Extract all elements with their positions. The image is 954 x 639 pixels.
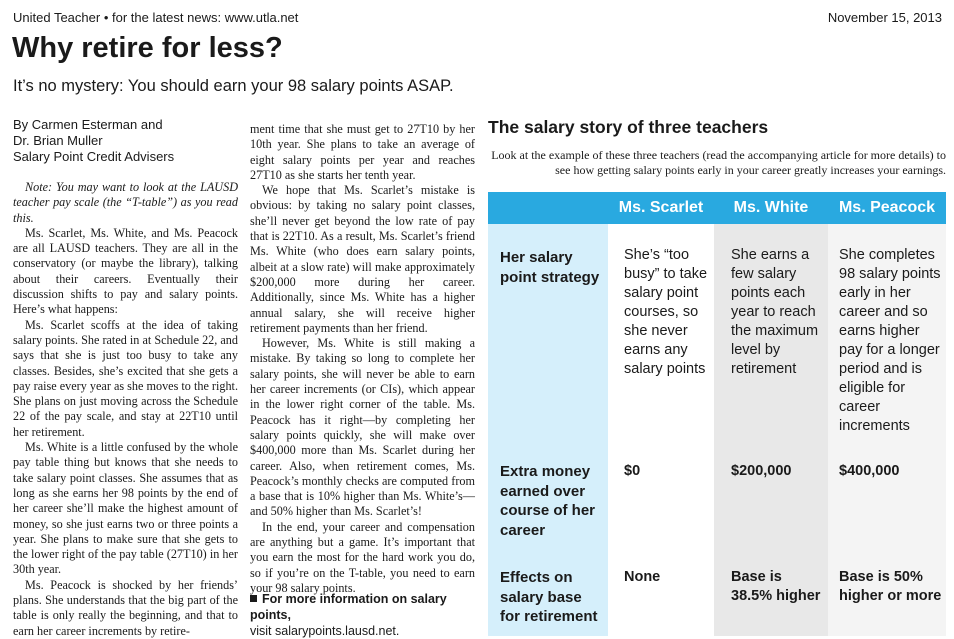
cell-white-money: $200,000 xyxy=(731,463,792,479)
cell-scarlet-strategy: She’s “too busy” to take salary point courses, so she never earns any salary points xyxy=(624,247,708,377)
article-column-1 xyxy=(13,180,238,639)
comparison-table xyxy=(488,192,946,636)
byline xyxy=(13,117,238,165)
editor-note: Note: You may want to look at the LAUSD teacher pay scale (the “T-table”) as you read this. xyxy=(13,180,238,225)
cell-peacock-retirement: Base is 50% higher or more xyxy=(839,569,942,604)
cell-scarlet-money: $0 xyxy=(624,463,641,479)
more-info xyxy=(250,591,478,639)
article-paragraph: Ms. Scarlet, Ms. White, and Ms. Peacock are all LAUSD teachers. They are all in the conservatory (or maybe the library), talking about their careers. Eventually their discussion shifts to pay and salary points. Here’s what happens: xyxy=(13,225,238,317)
byline-line: Salary Point Credit Advisers xyxy=(13,149,175,164)
column-header-peacock: Ms. Peacock xyxy=(828,192,946,224)
byline-line: By Carmen Esterman and xyxy=(13,117,163,132)
sidebar-title: The salary story of three teachers xyxy=(488,117,769,137)
row-label-retirement: Effects on salary base for retirement xyxy=(500,569,598,625)
more-info-link[interactable]: visit salarypoints.lausd.net. xyxy=(250,624,400,638)
more-info-lead: For more information on salary points, xyxy=(250,592,447,622)
article-paragraph: Ms. Scarlet scoffs at the idea of taking salary points. She rated in at Schedule 22, and says that she is just too busy to take any classes. Besides, she’s excited that she gets a pay raise every year as she moves to the right. She plans on just moving across the Schedule 22 of the pay scale, and stay at 22T10 until her retirement. xyxy=(13,317,238,439)
cell-peacock-strategy: She completes 98 salary points early in her career and so earns higher pay for a longer period and is eligible for career increments xyxy=(839,247,941,434)
masthead-text: United Teacher • for the latest news: www.utla.net xyxy=(13,10,299,25)
issue-date: November 15, 2013 xyxy=(827,10,942,25)
table-header-blank xyxy=(488,192,608,224)
column-header-scarlet: Ms. Scarlet xyxy=(608,192,714,224)
article-paragraph: We hope that Ms. Scarlet’s mistake is obvious: by taking no salary point classes, she’ll never get beyond the low rate of pay that is 22T10. As a result, Ms. Scarlet’s friend Ms. White (who does earn salary points, albeit at a slow rate) will make approximately $200,000 more during her career. Additionally, since Ms. White has a higher annual salary, she will receive higher retirement payments than her friend. xyxy=(250,183,475,335)
cell-white-strategy: She earns a few salary points each year to reach the maximum level by retirement xyxy=(731,247,819,377)
article-paragraph: Ms. White is a little confused by the whole pay table thing but knows that she needs to take salary point classes. She assumes that as long as she earns her 98 points by the end of her career she’ll make the highest amount of money, so she just earns two or three points a year. She plans to make sure that she gets to the lower right of the pay table (27T10) in her 30th year. xyxy=(13,440,238,577)
article-title: Why retire for less? xyxy=(12,32,283,64)
article-subtitle: It’s no mystery: You should earn your 98 salary points ASAP. xyxy=(13,77,454,95)
column-header-white: Ms. White xyxy=(714,192,828,224)
article-paragraph: However, Ms. White is still making a mistake. By taking so long to complete her salary points, she will never be able to earn her career increments (or CIs), which appear in the lower right corner of the table. Ms. Peacock has it right—by completing her salary points quickly, she will make over $400,000 more than Ms. Scarlet during her career. Also, when retirement comes, Ms. Peacock’s monthly checks are computed from a base that is 10% higher than Ms. White’s—and 50% higher than Ms. Scarlet’s! xyxy=(250,336,475,519)
bullet-square-icon xyxy=(250,595,257,602)
row-label-extra-money: Extra money earned over course of her career xyxy=(500,463,596,539)
article-paragraph: In the end, your career and compensation are anything but a game. It’s important that you earn the most for the hard work you do, so if you’re on the T-table, you need to earn your 98 salary points. xyxy=(250,519,475,595)
sidebar-intro: Look at the example of these three teachers (read the accompanying article for more details) to see how getting salary points early in your career greatly increases your earnings. xyxy=(491,148,946,177)
cell-white-retirement: Base is 38.5% higher xyxy=(731,569,821,604)
cell-peacock-money: $400,000 xyxy=(839,463,900,479)
article-column-2 xyxy=(250,122,475,596)
article-paragraph: Ms. Peacock is shocked by her friends’ plans. She understands that the big part of the table is only really the beginning, and that to earn her career increments by retire- xyxy=(13,577,238,638)
article-paragraph: ment time that she must get to 27T10 by her 10th year. She plans to take an average of eight salary points per year and reaches 27T10 as she starts her tenth year. xyxy=(250,122,475,182)
cell-scarlet-retirement: None xyxy=(624,569,661,585)
row-label-strategy: Her salary point strategy xyxy=(500,249,600,286)
byline-line: Dr. Brian Muller xyxy=(13,133,103,148)
